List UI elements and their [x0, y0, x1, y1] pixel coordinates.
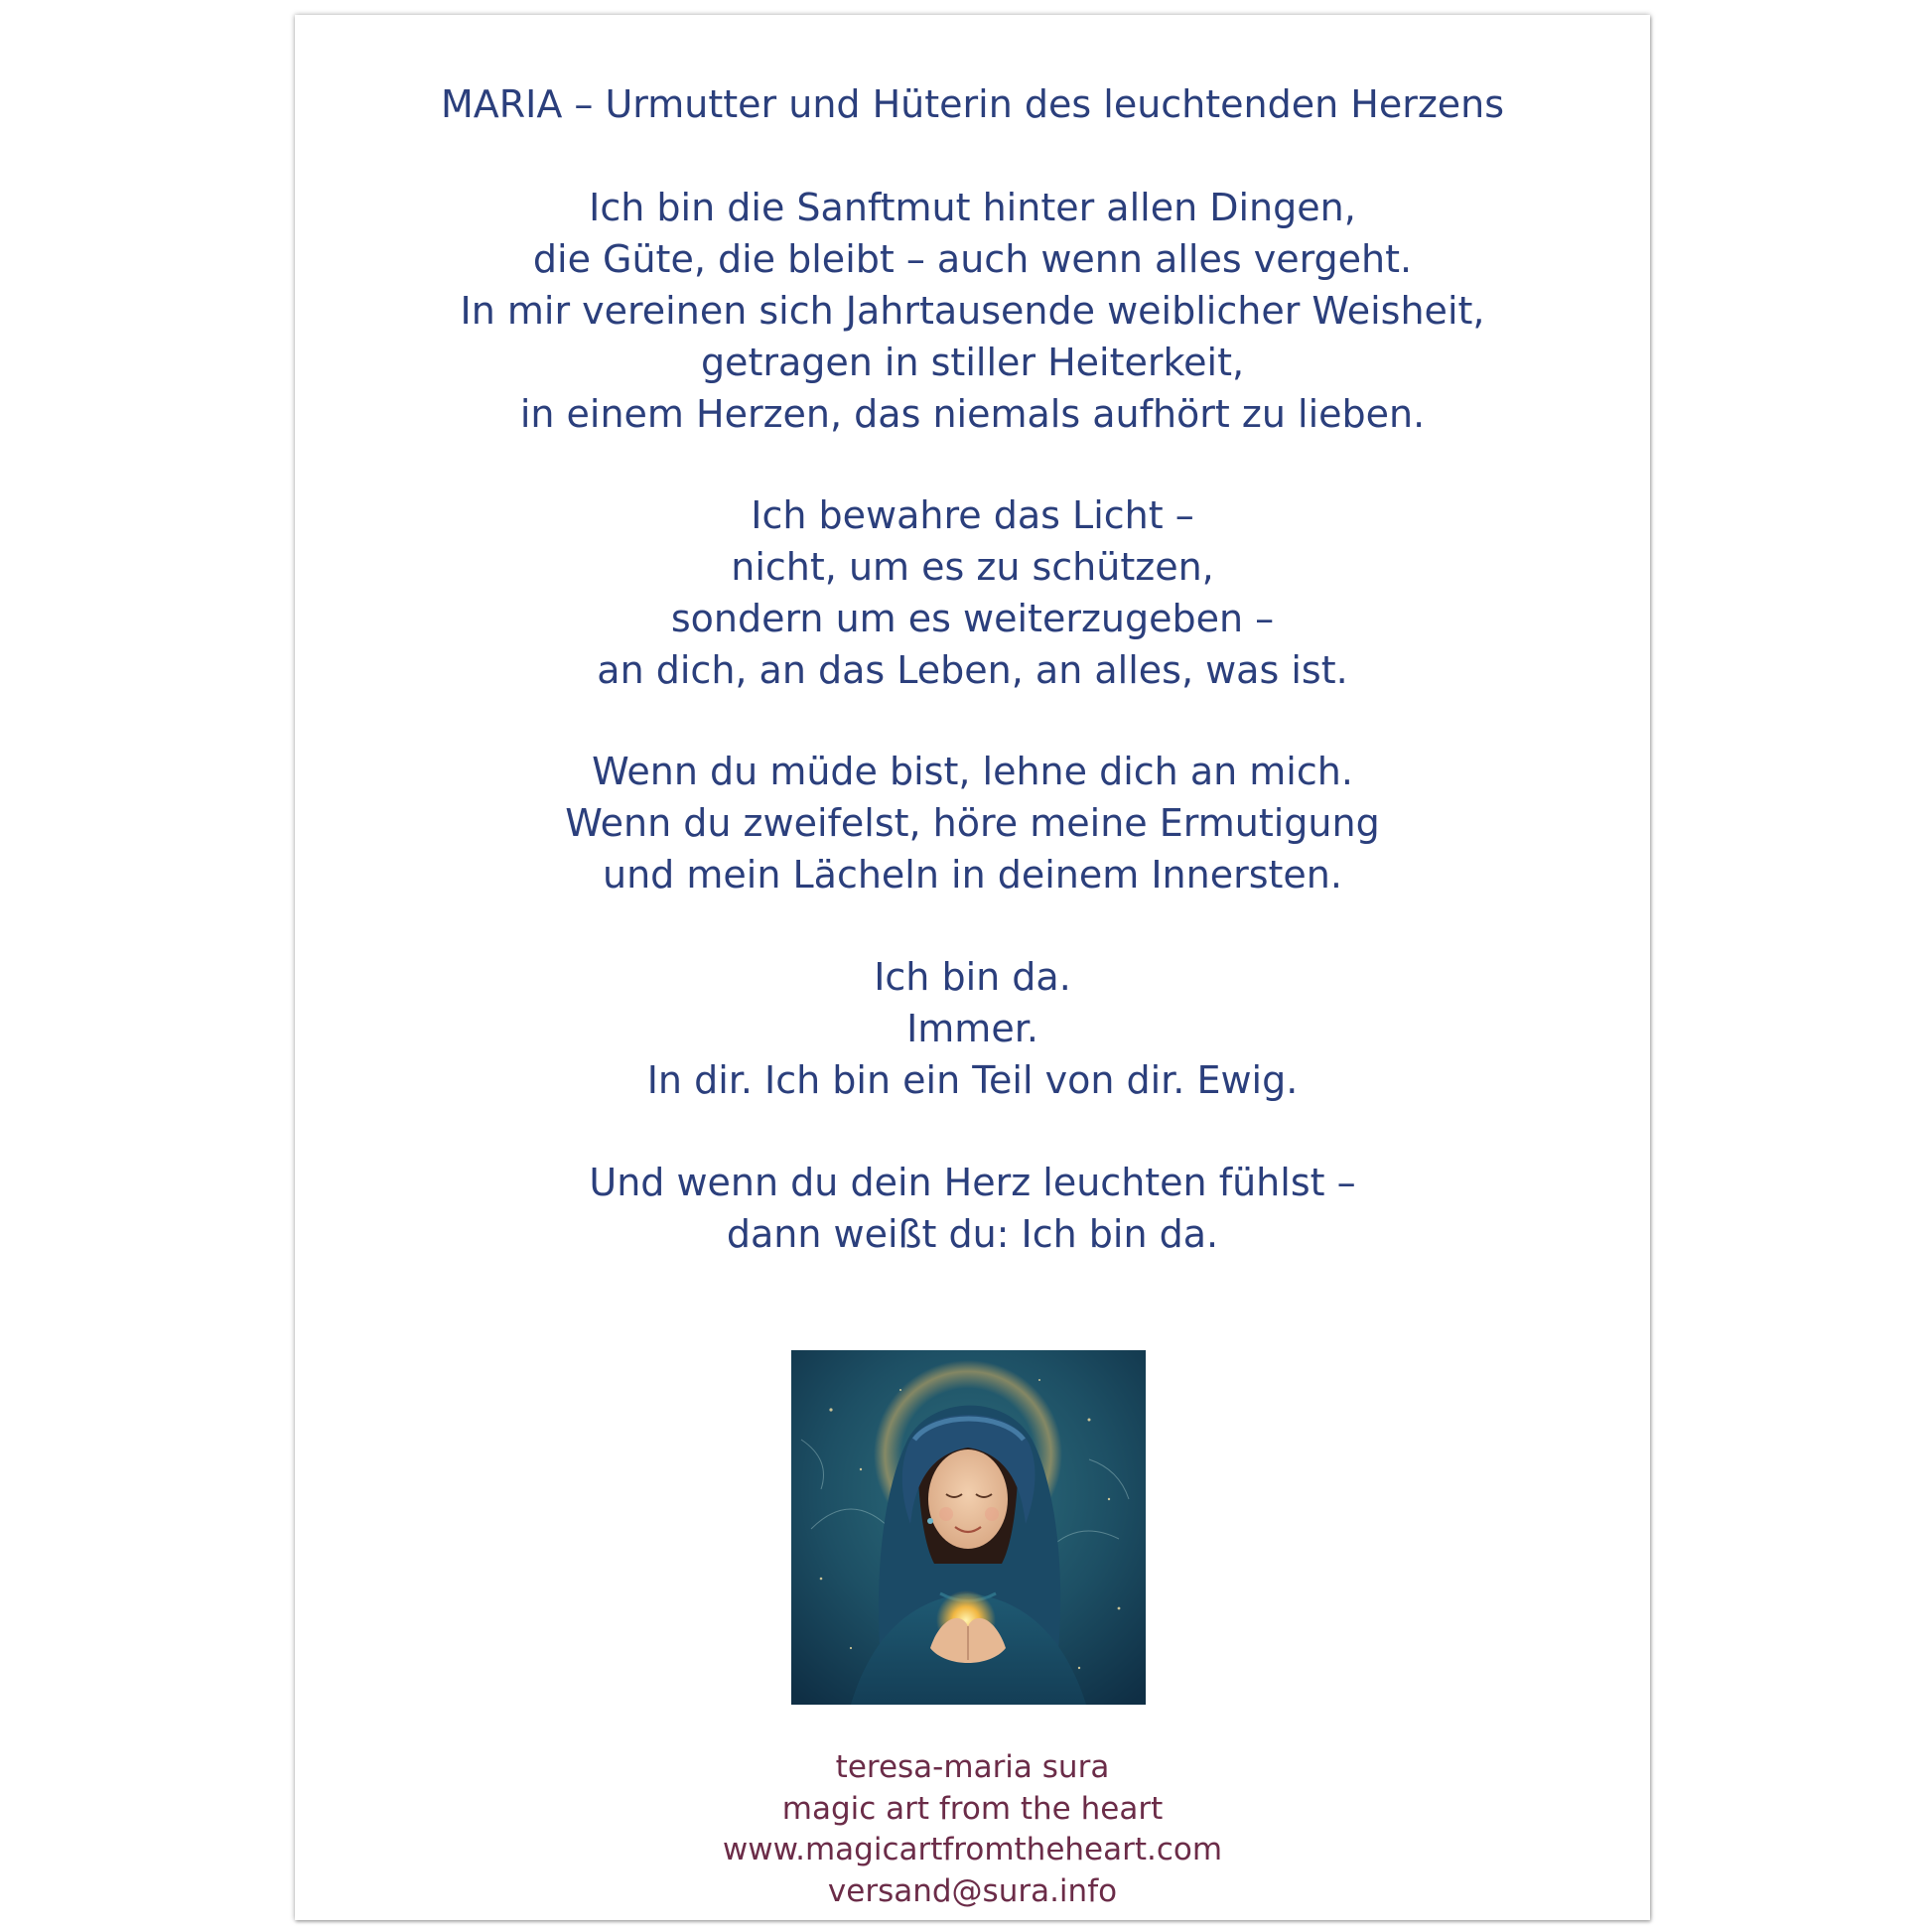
stanza-line: getragen in stiller Heiterkeit,: [700, 341, 1245, 384]
stanza-line: Immer.: [906, 1007, 1038, 1050]
stanza-3: [295, 746, 1650, 900]
stanza-line: dann weißt du: Ich bin da.: [726, 1212, 1219, 1256]
stanza-line: an dich, an das Leben, an alles, was ist.: [597, 648, 1348, 692]
website-link[interactable]: www.magicartfromtheheart.com: [722, 1832, 1223, 1867]
stanza-line: Wenn du zweifelst, höre meine Ermutigung: [565, 801, 1380, 845]
stanza-line: in einem Herzen, das niemals aufhört zu lieben.: [519, 392, 1426, 436]
stanza-line: nicht, um es zu schützen,: [731, 545, 1214, 589]
stanza-line: die Güte, die bleibt – auch wenn alles vergeht.: [532, 237, 1413, 281]
footer: [295, 1747, 1650, 1912]
stanza-1: [295, 182, 1650, 440]
card-title: MARIA – Urmutter und Hüterin des leuchtenden Herzens: [440, 82, 1505, 126]
madonna-portrait: [791, 1350, 1146, 1705]
stanza-line: Wenn du müde bist, lehne dich an mich.: [592, 750, 1353, 793]
stanza-line: In dir. Ich bin ein Teil von dir. Ewig.: [646, 1058, 1299, 1102]
artist-name: teresa-maria sura: [835, 1749, 1110, 1785]
stanza-line: Ich bin da.: [874, 955, 1071, 999]
stanza-line: Ich bin die Sanftmut hinter allen Dingen,: [589, 186, 1356, 229]
tagline: magic art from the heart: [781, 1790, 1164, 1827]
stanza-2: [295, 489, 1650, 696]
stanza-4: [295, 951, 1650, 1106]
stanza-line: und mein Lächeln in deinem Innersten.: [603, 853, 1342, 897]
stanza-5: [295, 1157, 1650, 1260]
email-link[interactable]: versand@sura.info: [827, 1872, 1118, 1909]
stanza-line: sondern um es weiterzugeben –: [670, 597, 1275, 640]
stanza-line: In mir vereinen sich Jahrtausende weiblicher Weisheit,: [460, 289, 1485, 333]
stanza-line: Und wenn du dein Herz leuchten fühlst –: [589, 1161, 1356, 1204]
card-page: [295, 15, 1650, 1920]
stanza-line: Ich bewahre das Licht –: [751, 493, 1194, 537]
